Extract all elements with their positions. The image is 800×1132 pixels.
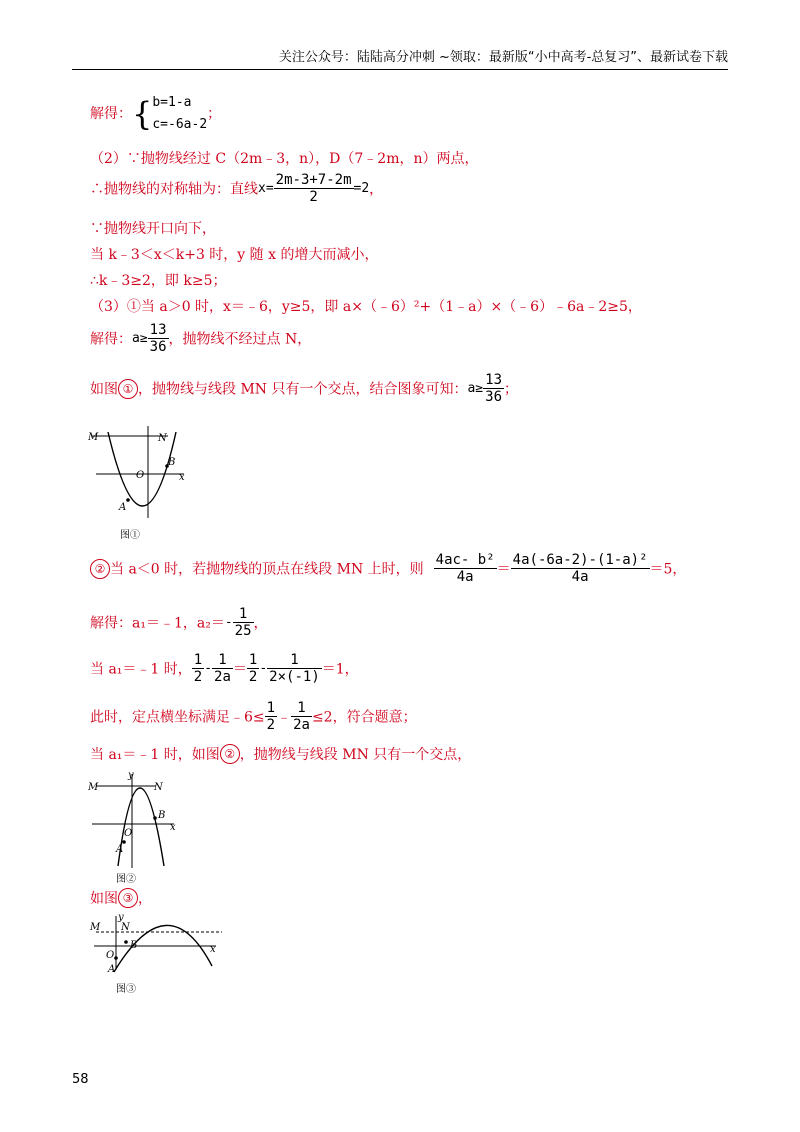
fig2-label-m: M: [88, 782, 99, 793]
minus-2: -: [259, 661, 268, 676]
minus-1: -: [204, 661, 213, 676]
figure-3: [88, 912, 228, 976]
symmetry-axis-line: [90, 172, 383, 205]
vx-f3n: 1: [248, 652, 258, 668]
fig1-label-o: O: [136, 470, 145, 481]
circled-two-b: ②: [220, 744, 240, 764]
figure3-text-line: [90, 888, 152, 908]
vr-frac-2: [291, 700, 312, 733]
vr-f1n: 1: [266, 700, 276, 716]
circled-three: ③: [118, 888, 138, 908]
solution-system-line: [90, 92, 221, 136]
vertex-fraction-1: [434, 552, 497, 585]
vx-f1d: 2: [193, 669, 203, 685]
page-number: 58: [72, 1072, 89, 1087]
fig3-label-a: A: [108, 964, 116, 975]
fig2-label-n: N: [154, 782, 163, 793]
fig1-label-n: N: [158, 433, 167, 444]
vertex-result: ＝5，: [649, 561, 687, 578]
fig3-label-o: O: [106, 950, 115, 961]
fig2-label-b: B: [158, 810, 166, 821]
fig3-label-x: x: [210, 944, 216, 955]
a-den-2: 36: [485, 389, 502, 405]
vr-f1d: 2: [266, 717, 276, 733]
not-through-n: ，抛物线不经过点 N，: [168, 331, 312, 348]
vertex-x-result: ＝1，: [321, 661, 359, 678]
semicolon: ；: [207, 106, 222, 122]
k-result-line: ∴k﹣3≥2，即 k≥5；: [90, 273, 227, 289]
axis-numerator: 2m-3+7-2m: [275, 172, 352, 188]
fig2-label-x: x: [170, 822, 176, 833]
vertex-den-2: 4a: [571, 569, 589, 585]
solve-a-line: [90, 322, 311, 355]
fig3-label-m: M: [90, 922, 101, 933]
vertex-condition-line: [90, 552, 686, 585]
fig3-label-b: B: [130, 940, 138, 951]
figure1-desc: ，抛物线与线段 MN 只有一个交点，结合图象可知：: [138, 381, 468, 398]
a-num: 13: [149, 322, 167, 338]
a-den: 36: [149, 339, 167, 355]
fig2-label-o: O: [124, 828, 133, 839]
vertex-den-1: 4a: [456, 569, 474, 585]
part2-statement: （2）∵抛物线经过 C（2m﹣3，n），D（7﹣2m，n）两点，: [90, 151, 479, 167]
vx-f2d: 2a: [214, 669, 231, 685]
figure1-caption: 图①: [120, 530, 140, 541]
figure-2: [88, 770, 188, 870]
vx-frac-4: [267, 652, 322, 685]
vx-f3d: 2: [248, 669, 258, 685]
x-eq: x=: [258, 181, 274, 196]
axis-denominator: 2: [309, 189, 318, 205]
brace: {: [132, 95, 153, 133]
figure2-pre: 当 a₁＝﹣1 时，如图: [90, 747, 220, 763]
fig3-label-y: y: [118, 912, 124, 923]
fig2-label-a: A: [116, 844, 124, 855]
figure2-text-line: [90, 744, 471, 764]
axis-text: ∴抛物线的对称轴为：直线: [90, 181, 258, 198]
fig3-label-n: N: [121, 922, 130, 933]
vertex-fraction-2: [511, 552, 650, 585]
equals-2: ＝: [232, 661, 247, 678]
axis-result: =2: [353, 181, 370, 196]
opens-down-line: ∵抛物线开口向下，: [90, 221, 216, 237]
as-figure: 如图: [90, 381, 118, 398]
solve-label-2: 解得：: [90, 331, 132, 348]
part3-case1-line: （3）①当 a＞0 时，x＝﹣6，y≥5，即 a×（﹣6）²+（1﹣a）×（﹣6）﹣6a﹣2≥5，: [90, 299, 642, 315]
figure3-pre: 如图: [90, 891, 118, 907]
fig1-label-a: A: [119, 502, 127, 513]
neg-sign: -: [224, 615, 233, 630]
a-fraction: [148, 322, 169, 355]
figure1-text-line: [90, 372, 518, 405]
fig1-label-x: x: [179, 472, 185, 483]
figure2-post: ，抛物线与线段 MN 只有一个交点，: [239, 747, 472, 763]
vx-frac-2: [212, 652, 233, 685]
vx-f1n: 1: [193, 652, 203, 668]
a2-den: 25: [234, 623, 252, 639]
a-geq-2: a≥: [467, 381, 484, 396]
vx-f4d: 2×(-1): [269, 669, 320, 685]
axis-fraction: [274, 172, 354, 205]
vertex-x-line: [90, 652, 359, 685]
a-fraction-2: [483, 372, 504, 405]
page-header: 关注公众号：陆陆高分冲刺 ~领取：最新版“小中高考-总复习”、最新试卷下载: [72, 46, 728, 70]
vertex-num-1: 4ac- b²: [435, 552, 495, 568]
fig1-label-b: B: [168, 457, 176, 468]
vertex-range-text: 此时，定点横坐标满足﹣6≤: [90, 709, 265, 726]
comma-3: ，: [138, 891, 152, 907]
vr-f2d: 2a: [293, 717, 310, 733]
circled-one: ①: [118, 379, 138, 399]
eq-c: c=-6a-2: [152, 117, 208, 132]
vertex-range-post: ≤2，符合题意；: [311, 709, 417, 726]
a2-fraction: [233, 606, 254, 639]
vr-f2n: 1: [291, 700, 312, 717]
a-num-2: 13: [485, 372, 502, 388]
vr-frac-1: [265, 700, 277, 733]
comma: ，: [369, 181, 384, 198]
solve-label: 解得：: [90, 106, 132, 122]
equation-system: [152, 92, 207, 136]
vertex-range-line: [90, 700, 417, 733]
circled-two: ②: [90, 559, 110, 579]
figure3-caption: 图③: [116, 984, 136, 995]
equals-sign: ＝: [496, 561, 511, 578]
vx-frac-3: [247, 652, 259, 685]
a-geq: a≥: [132, 331, 148, 346]
a-solutions-text: 解得：a₁＝﹣1，a₂＝: [90, 615, 225, 632]
fig2-label-y: y: [128, 770, 134, 781]
vx-f4n: 1: [267, 652, 322, 669]
vertex-text: 当 a＜0 时，若抛物线的顶点在线段 MN 上时，则: [110, 561, 424, 578]
a-solutions-line: [90, 606, 268, 639]
decreasing-line: 当 k﹣3＜x＜k+3 时，y 随 x 的增大而减小，: [90, 247, 379, 263]
vx-frac-1: [192, 652, 204, 685]
vertex-num-2: 4a(-6a-2)-(1-a)²: [512, 552, 648, 568]
vertex-x-text: 当 a₁＝﹣1 时，: [90, 661, 192, 678]
vx-f2n: 1: [212, 652, 233, 669]
a2-num: 1: [233, 606, 254, 623]
figure2-caption: 图②: [116, 874, 136, 885]
minus-3: ﹣: [277, 709, 292, 726]
comma-2: ，: [253, 615, 268, 632]
figure-1: [88, 420, 198, 520]
fig1-label-m: M: [88, 432, 99, 443]
semicolon-2: ；: [504, 381, 518, 398]
eq-b: b=1-a: [152, 95, 192, 110]
